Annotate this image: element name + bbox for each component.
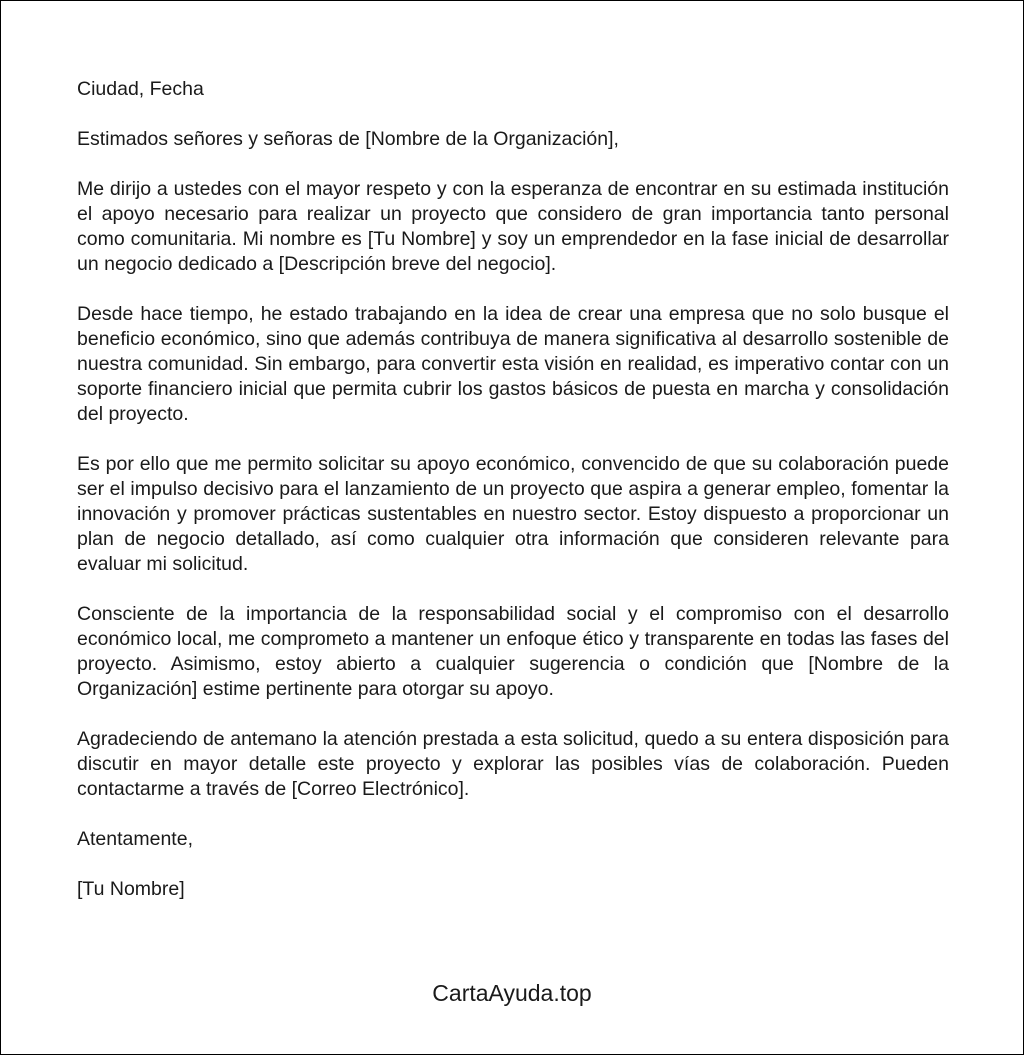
paragraph-thanks: Agradeciendo de antemano la atención prestada a esta solicitud, quedo a su entera disposición para discutir en mayor detalle este proyecto y explorar las posibles vías de colaboración. Pueden contactarme a través de [Correo Electrónico]. <box>77 728 949 800</box>
paragraph-intro: Me dirijo a ustedes con el mayor respeto y con la esperanza de encontrar en su estimada institución el apoyo necesario para realizar un proyecto que considero de gran importancia tanto personal como comunitaria. Mi nombre es [Tu Nombre] y soy un emprendedor en la fase inicial de desarrollar un negocio dedicado a [Descripción breve del negocio]. <box>77 178 949 275</box>
paragraph-request: Es por ello que me permito solicitar su apoyo económico, convencido de que su colaboración puede ser el impulso decisivo para el lanzamiento de un proyecto que aspira a generar empleo, fomentar la innovación y promover prácticas sustentables en nuestro sector. Estoy dispuesto a proporcionar un plan de negocio detallado, así como cualquier otra información que consideren relevante para evaluar mi solicitud. <box>77 453 949 575</box>
paragraph-commitment: Consciente de la importancia de la responsabilidad social y el compromiso con el desarrollo económico local, me comprometo a mantener un enfoque ético y transparente en todas las fases del proyecto. Asimismo, estoy abierto a cualquier sugerencia o condición que [Nombre de la Organización] estime pertinente para otorgar su apoyo. <box>77 603 949 700</box>
closing: Atentamente, <box>77 828 193 850</box>
place-date: Ciudad, Fecha <box>77 78 204 100</box>
footer-site-name: CartaAyuda.top <box>432 980 592 1006</box>
signature: [Tu Nombre] <box>77 878 185 900</box>
paragraph-vision: Desde hace tiempo, he estado trabajando en la idea de crear una empresa que no solo busque el beneficio económico, sino que además contribuya de manera significativa al desarrollo sostenible de nuestra comunidad. Sin embargo, para convertir esta visión en realidad, es imperativo contar con un soporte financiero inicial que permita cubrir los gastos básicos de puesta en marcha y consolidación del proyecto. <box>77 303 949 425</box>
greeting: Estimados señores y señoras de [Nombre de la Organización], <box>77 128 619 150</box>
letter-body <box>77 77 949 927</box>
